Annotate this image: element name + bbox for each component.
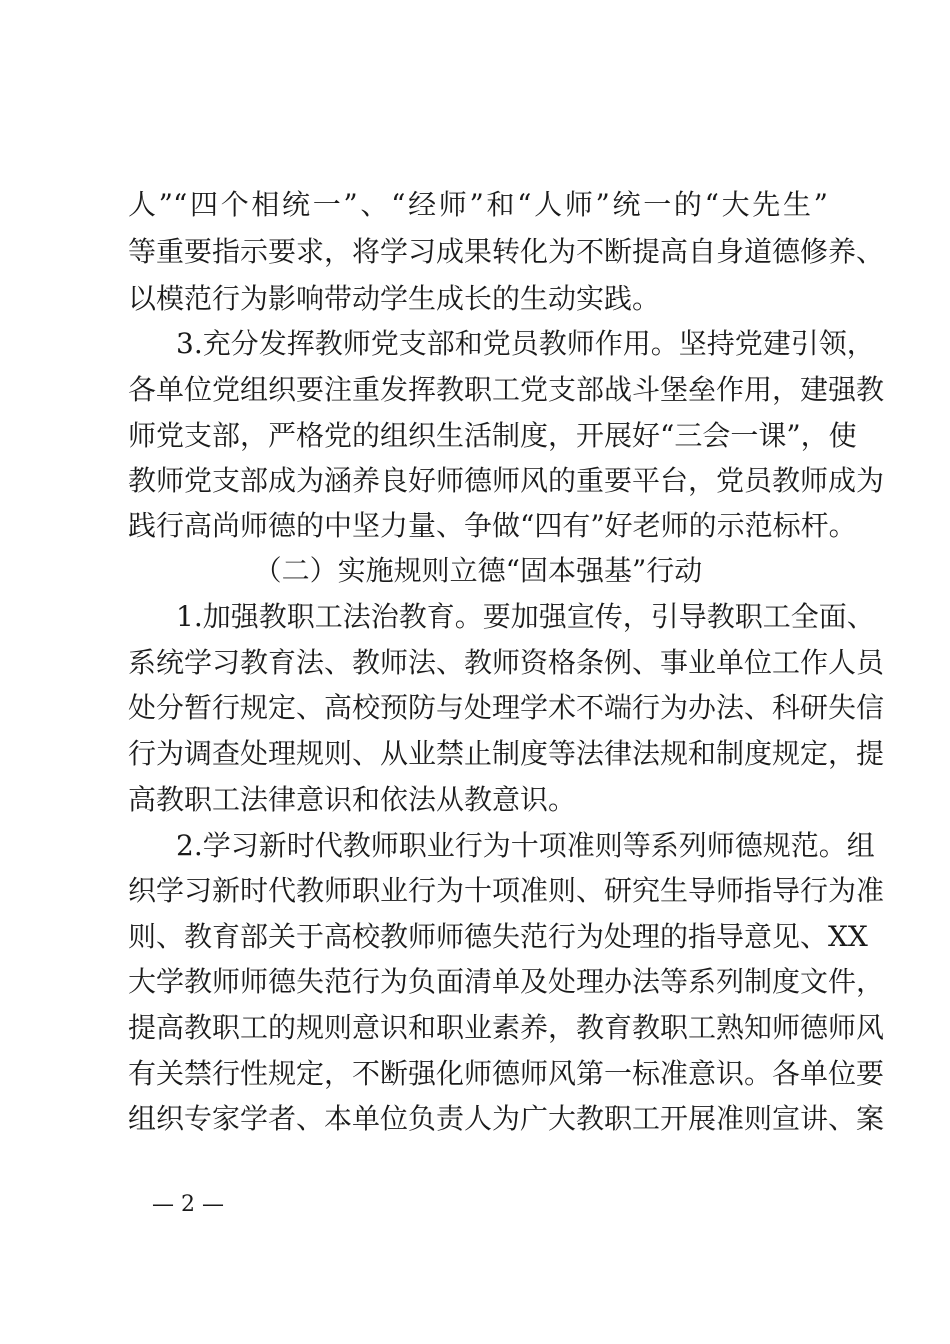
paragraph-3-line-2: 系统学习教育法、教师法、教师资格条例、事业单位工作人员: [128, 646, 885, 679]
paragraph-4-line-4: 大学教师师德失范行为负面清单及处理办法等系列制度文件，: [128, 965, 885, 998]
paragraph-4-line-5: 提高教职工的规则意识和职业素养，教育教职工熟知师德师风: [128, 1011, 885, 1044]
paragraph-4-line-7: 组织专家学者、本单位负责人为广大教职工开展准则宣讲、案: [128, 1102, 885, 1135]
paragraph-2-line-3: 师党支部，严格党的组织生活制度，开展好“三会一课”，使: [128, 419, 857, 452]
section-heading: （二）实施规则立德“固本强基”行动: [253, 554, 703, 587]
paragraph-3-line-3: 处分暂行规定、高校预防与处理学术不端行为办法、科研失信: [128, 691, 885, 724]
paragraph-4-line-1: 2.学习新时代教师职业行为十项准则等系列师德规范。组: [176, 829, 875, 862]
paragraph-1-line-3: 以模范行为影响带动学生成长的生动实践。: [128, 282, 661, 315]
paragraph-3-line-5: 高教职工法律意识和依法从教意识。: [128, 783, 577, 816]
page-number: — 2 —: [152, 1192, 224, 1217]
paragraph-4-line-3: 则、教育部关于高校教师师德失范行为处理的指导意见、XX: [128, 920, 868, 953]
paragraph-4-line-6: 有关禁行性规定，不断强化师德师风第一标准意识。各单位要: [128, 1057, 885, 1090]
paragraph-1-line-2: 等重要指示要求，将学习成果转化为不断提高自身道德修养、: [128, 235, 885, 268]
paragraph-2-line-5: 践行高尚师德的中坚力量、争做“四有”好老师的示范标杆。: [128, 509, 857, 542]
paragraph-3-line-4: 行为调查处理规则、从业禁止制度等法律法规和制度规定，提: [128, 737, 885, 770]
paragraph-4-line-2: 织学习新时代教师职业行为十项准则、研究生导师指导行为准: [128, 874, 885, 907]
paragraph-3-line-1: 1.加强教职工法治教育。要加强宣传，引导教职工全面、: [176, 600, 875, 633]
paragraph-2-line-2: 各单位党组织要注重发挥教职工党支部战斗堡垒作用，建强教: [128, 373, 885, 406]
paragraph-2-line-4: 教师党支部成为涵养良好师德师风的重要平台，党员教师成为: [128, 464, 885, 497]
paragraph-1-line-1: 人”“四个相统一”、“经师”和“人师”统一的“大先生”: [128, 188, 828, 221]
paragraph-2-line-1: 3.充分发挥教师党支部和党员教师作用。坚持党建引领，: [176, 327, 875, 360]
